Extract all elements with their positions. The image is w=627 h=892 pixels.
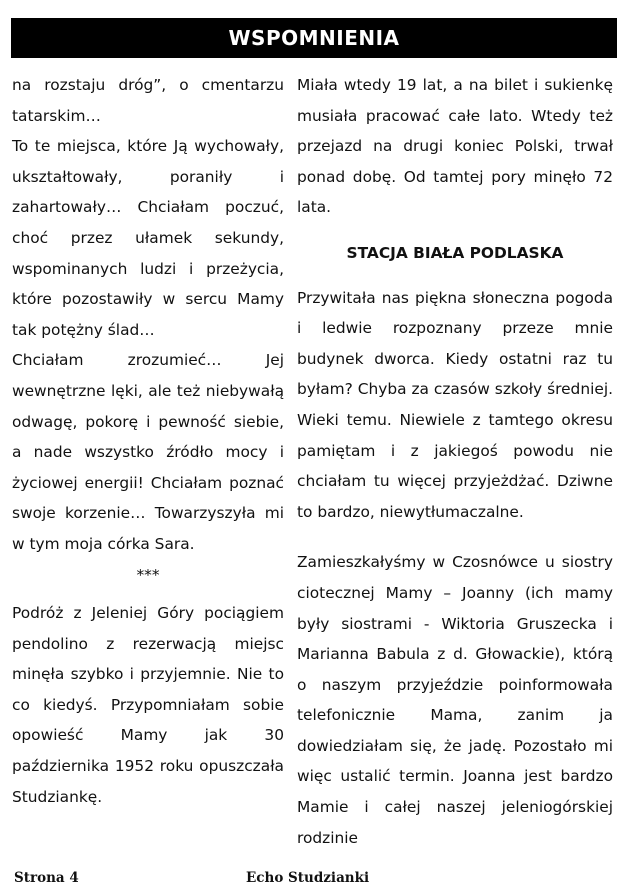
paragraph: Przywitała nas piękna słoneczna pogoda i ledwie rozpoznany przeze mnie budynek dworca. Kiedy ostatni raz tu byłam? Chyba za czasów szkoły średniej. Wieki temu. Niewiele z tamtego okresu pamiętam i z jakiegoś powodu nie chciałam tu więcej przyjeżdżać. Dziwne to bardzo, niewytłumaczalne. <box>297 288 613 521</box>
page-number: Strona 4 <box>14 870 79 886</box>
publication-name: Echo Studzianki <box>246 870 370 886</box>
right-column <box>297 70 613 853</box>
paragraph: Zamieszkałyśmy w Czosnówce u siostry ciotecznej Mamy – Joanny (ich mamy były siostrami - Wiktoria Gruszecka i Marianna Babula z d. Głowackie), którą o naszym przyjeździe poinformowała telefonicznie Mama, zanim ja dowiedziałam się, że jadę. Pozostało mi więc ustalić termin. Joanna jest bardzo Mamie i całej naszej jeleniogórskiej rodzinie <box>297 553 613 847</box>
subheading: STACJA BIAŁA PODLASKA <box>346 243 564 262</box>
paragraph: na rozstaju dróg”, o cmentarzu tatarskim… <box>12 76 284 125</box>
section-title: WSPOMNIENIA <box>228 26 400 50</box>
left-column <box>12 70 284 812</box>
paragraph: To te miejsca, które Ją wychowały, ukształtowały, poraniły i zahartowały… Chciałam poczuć, choć przez ułamek sekundy, wspominanych ludzi i przeżycia, które pozostawiły w sercu Mamy tak potężny ślad… <box>12 137 284 339</box>
right-column-clip <box>297 0 613 868</box>
paragraph: Miała wtedy 19 lat, a na bilet i sukienkę musiała pracować całe lato. Wtedy też przejazd na drugi koniec Polski, trwał ponad dobę. Od tamtej pory minęło 72 lata. <box>297 76 613 217</box>
paragraph: Podróż z Jeleniej Góry pociągiem pendolino z rezerwacją miejsc minęła szybko i przyjemnie. Nie to co kiedyś. Przypomniałam sobie opowieść Mamy jak 30 października 1952 roku opuszczała Studziankę. <box>12 604 284 806</box>
section-separator: *** <box>136 565 160 584</box>
paragraph: Chciałam zrozumieć… Jej wewnętrzne lęki, ale też niebywałą odwagę, pokorę i pewność siebie, a nade wszystko źródło mocy i życiowej energii! Chciałam poznać swoje korzenie… Towarzyszyła mi w tym moja córka Sara. <box>12 351 284 553</box>
